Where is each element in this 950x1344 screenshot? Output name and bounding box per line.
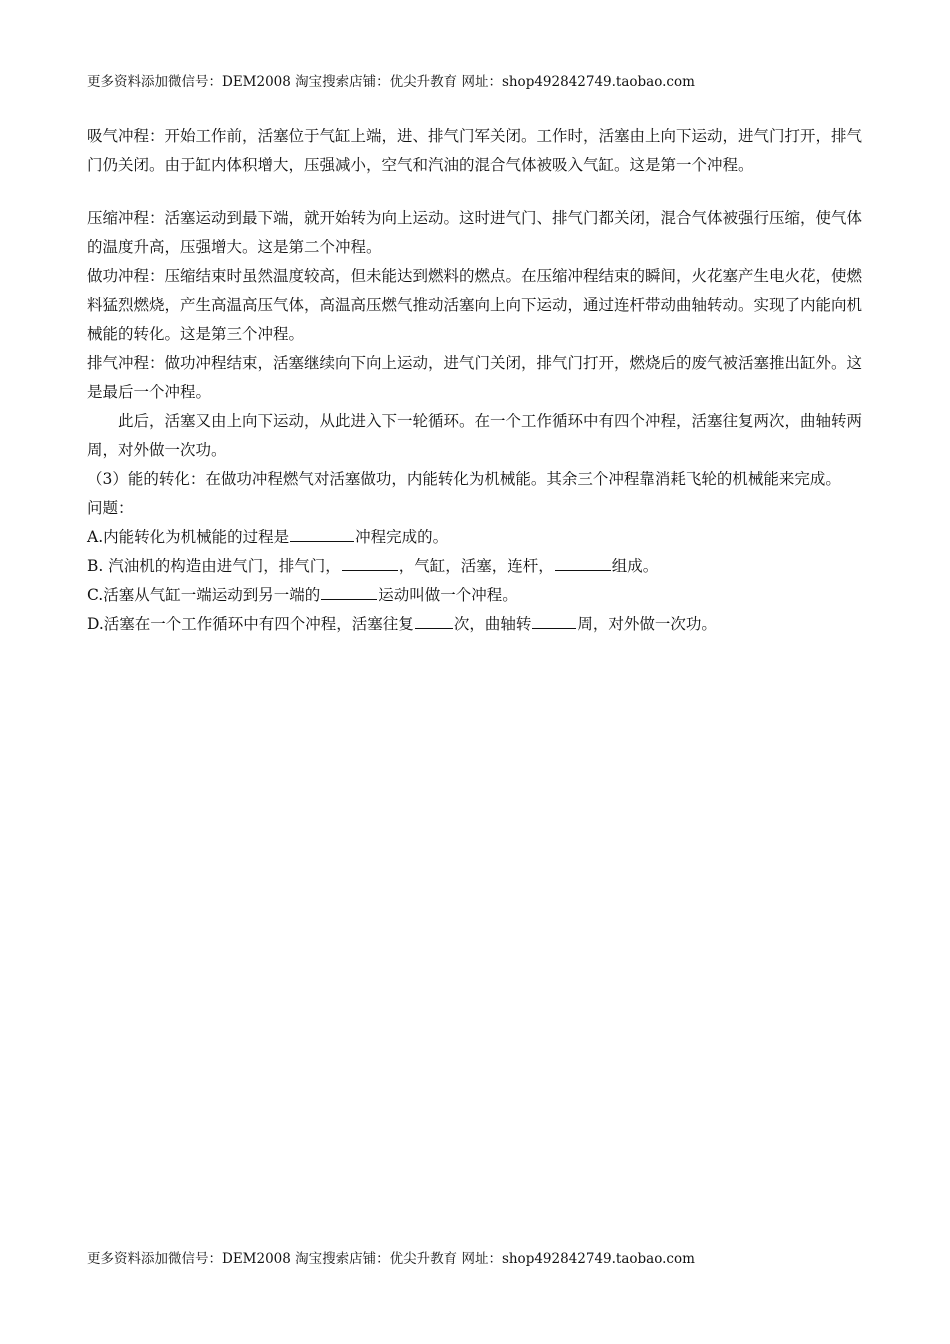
question-d-text-1: D.活塞在一个工作循环中有四个冲程，活塞往复 [87,615,414,633]
question-b-text-3: 组成。 [611,557,659,575]
question-d [87,610,877,639]
question-b [87,552,877,581]
question-b-blank-1[interactable] [342,552,398,571]
question-c [87,581,877,610]
power-stroke-paragraph: 做功冲程：压缩结束时虽然温度较高，但未能达到燃料的燃点。在压缩冲程结束的瞬间，火花塞产生电火花，使燃料猛烈燃烧，产生高温高压气体，高温高压燃气推动活塞向上向下运动，通过连杆带动曲轴转动。实现了内能向机械能的转化。这是第三个冲程。 [87,267,863,343]
page-footer: 更多资料添加微信号：DEM2008 淘宝搜索店铺：优尖升教育 网址：shop492842749.taobao.com [87,1251,695,1267]
question-d-text-2: 次，曲轴转 [453,615,532,633]
question-a [87,523,877,552]
question-a-text-2: 冲程完成的。 [355,528,449,546]
document-body [87,122,877,639]
energy-conversion-paragraph: （3）能的转化：在做功冲程燃气对活塞做功，内能转化为机械能。其余三个冲程靠消耗飞轮的机械能来完成。 [87,470,841,488]
page-header: 更多资料添加微信号：DEM2008 淘宝搜索店铺：优尖升教育 网址：shop492842749.taobao.com [87,74,695,90]
question-a-blank[interactable] [290,523,354,542]
question-c-blank[interactable] [321,581,377,600]
question-b-text-1: B. 汽油机的构造由进气门，排气门， [87,557,341,575]
question-c-text-1: C.活塞从气缸一端运动到另一端的 [87,586,321,604]
question-b-blank-2[interactable] [555,552,611,571]
question-d-blank-2[interactable] [532,610,576,629]
compression-stroke-paragraph: 压缩冲程：活塞运动到最下端，就开始转为向上运动。这时进气门、排气门都关闭，混合气体被强行压缩，使气体的温度升高，压强增大。这是第二个冲程。 [87,209,863,256]
exhaust-stroke-paragraph: 排气冲程：做功冲程结束，活塞继续向下向上运动，进气门关闭，排气门打开，燃烧后的废气被活塞推出缸外。这是最后一个冲程。 [87,354,863,401]
question-c-text-2: 运动叫做一个冲程。 [378,586,518,604]
question-b-text-2: ，气缸，活塞，连杆， [398,557,554,575]
intake-stroke-paragraph: 吸气冲程：开始工作前，活塞位于气缸上端，进、排气门军关闭。工作时，活塞由上向下运动，进气门打开，排气门仍关闭。由于缸内体积增大，压强减小，空气和汽油的混合气体被吸入气缸。这是第一个冲程。 [87,127,863,174]
question-d-blank-1[interactable] [415,610,453,629]
cycle-paragraph: 此后，活塞又由上向下运动，从此进入下一轮循环。在一个工作循环中有四个冲程，活塞往复两次，曲轴转两周，对外做一次功。 [87,412,863,459]
question-a-text-1: A.内能转化为机械能的过程是 [87,528,290,546]
question-d-text-3: 周，对外做一次功。 [577,615,717,633]
paragraph-gap [87,180,877,204]
questions-title: 问题： [87,499,134,517]
